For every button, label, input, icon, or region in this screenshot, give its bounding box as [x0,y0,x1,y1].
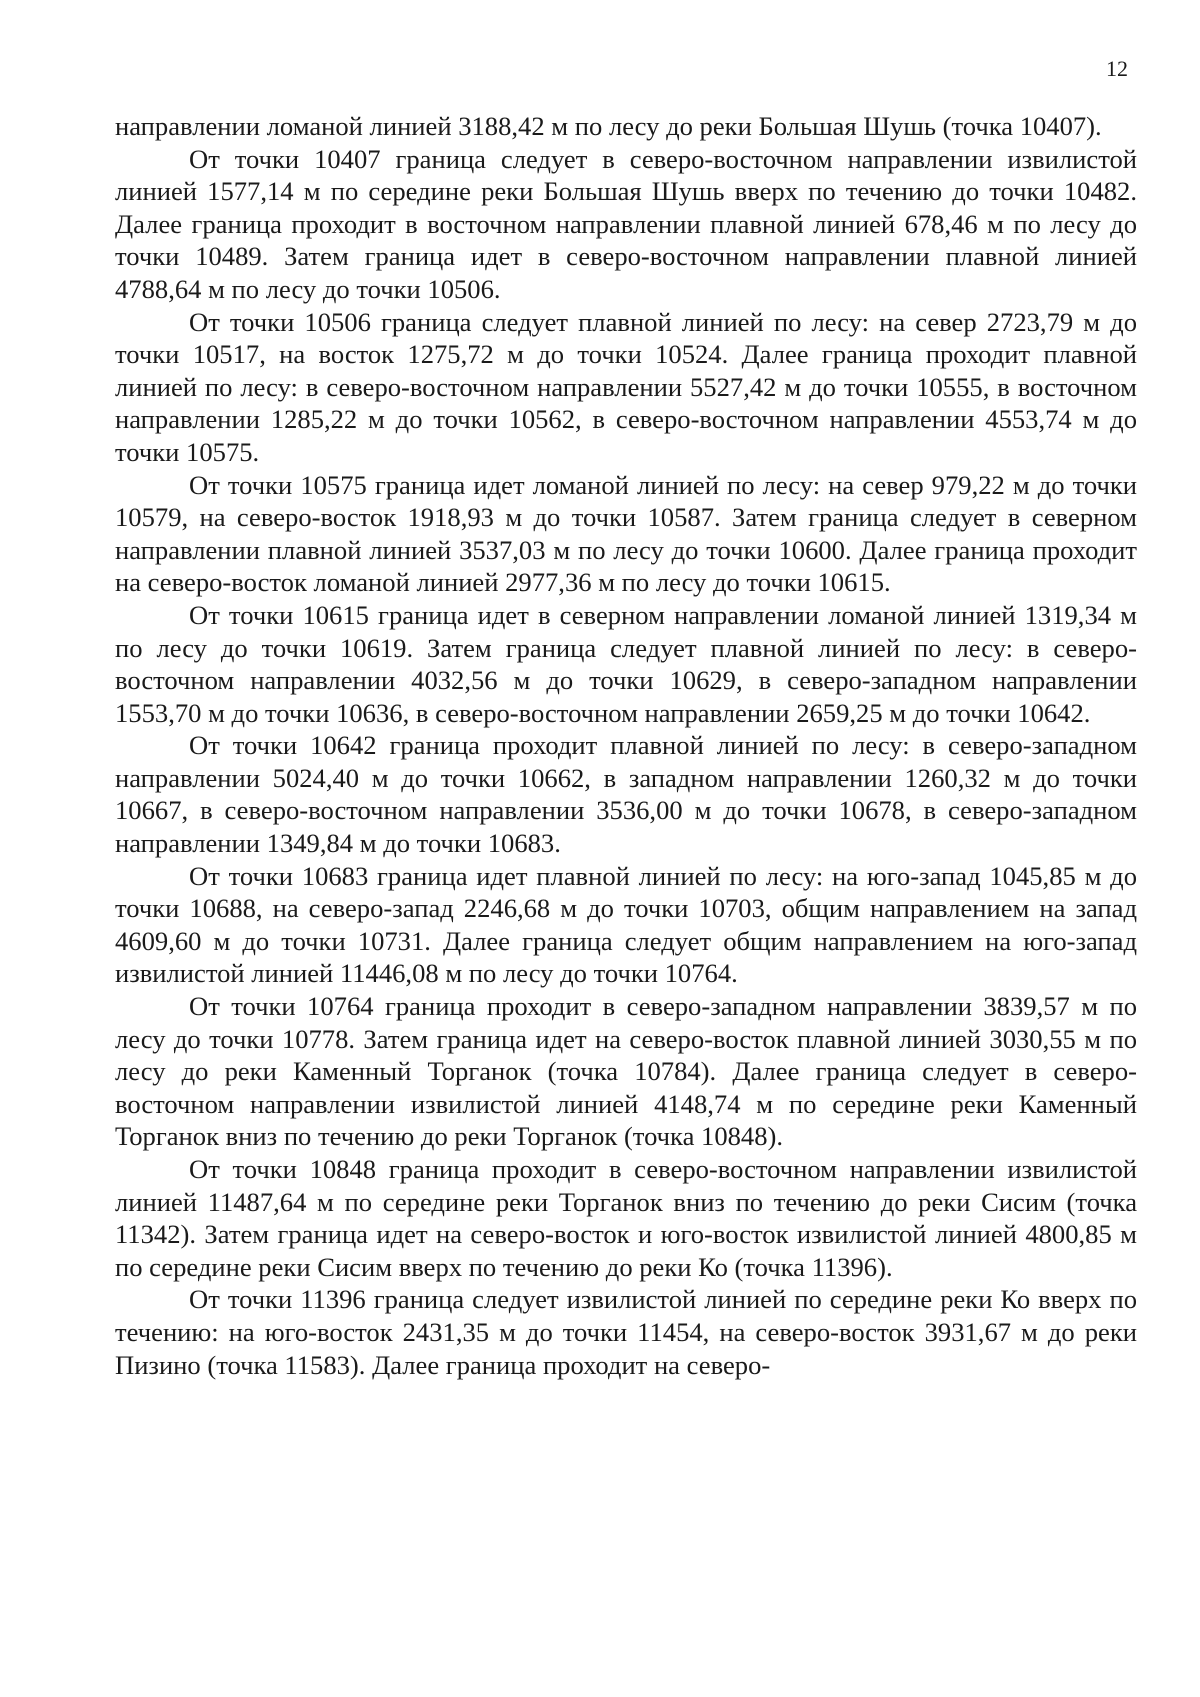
paragraph-point-10506: От точки 10506 граница следует плавной линией по лесу: на север 2723,79 м до точки 10517, на восток 1275,72 м до точки 10524. Далее граница проходит плавной линией по лесу: в северо-восточном направлении 5527,42 м до точки 10555, в восточном направлении 1285,22 м до точки 10562, в северо-восточном направлении 4553,74 м до точки 10575. [115,306,1137,467]
document-body [115,110,1137,1381]
page-number: 12 [1106,56,1128,81]
paragraph-point-10683: От точки 10683 граница идет плавной линией по лесу: на юго-запад 1045,85 м до точки 10688, на северо-запад 2246,68 м до точки 10703, общим направлением на запад 4609,60 м до точки 10731. Далее граница следует общим направлением на юго-запад извилистой линией 11446,08 м по лесу до точки 10764. [115,860,1137,989]
paragraph-point-10407: От точки 10407 граница следует в северо-восточном направлении извилистой линией 1577,14 м по середине реки Большая Шушь вверх по течению до точки 10482. Далее граница проходит в восточном направлении плавной линией 678,46 м по лесу до точки 10489. Затем граница идет в северо-восточном направлении плавной линией 4788,64 м по лесу до точки 10506. [115,143,1137,304]
paragraph-continuation: направлении ломаной линией 3188,42 м по лесу до реки Большая Шушь (точка 10407). [115,111,1102,141]
paragraph-point-10615: От точки 10615 граница идет в северном направлении ломаной линией 1319,34 м по лесу до точки 10619. Затем граница следует плавной линией по лесу: в северо-восточном направлении 4032,56 м до точки 10629, в северо-западном направлении 1553,70 м до точки 10636, в северо-восточном направлении 2659,25 м до точки 10642. [115,599,1137,728]
paragraph-point-10642: От точки 10642 граница проходит плавной линией по лесу: в северо-западном направлении 5024,40 м до точки 10662, в западном направлении 1260,32 м до точки 10667, в северо-восточном направлении 3536,00 м до точки 10678, в северо-западном направлении 1349,84 м до точки 10683. [115,730,1137,859]
paragraph-point-10764: От точки 10764 граница проходит в северо-западном направлении 3839,57 м по лесу до точки 10778. Затем граница идет на северо-восток плавной линией 3030,55 м по лесу до реки Каменный Торганок (точка 10784). Далее граница следует в северо-восточном направлении извилистой линией 4148,74 м по середине реки Каменный Торганок вниз по течению до реки Торганок (точка 10848). [115,991,1137,1152]
paragraph-point-10575: От точки 10575 граница идет ломаной линией по лесу: на север 979,22 м до точки 10579, на северо-восток 1918,93 м до точки 10587. Затем граница следует в северном направлении плавной линией 3537,03 м по лесу до точки 10600. Далее граница проходит на северо-восток ломаной линией 2977,36 м по лесу до точки 10615. [115,469,1137,598]
paragraph-point-11396: От точки 11396 граница следует извилистой линией по середине реки Ко вверх по течению: на юго-восток 2431,35 м до точки 11454, на северо-восток 3931,67 м до реки Пизино (точка 11583). Далее граница проходит на северо- [115,1284,1137,1380]
paragraph-point-10848: От точки 10848 граница проходит в северо-восточном направлении извилистой линией 11487,64 м по середине реки Торганок вниз по течению до реки Сисим (точка 11342). Затем граница идет на северо-восток и юго-восток извилистой линией 4800,85 м по середине реки Сисим вверх по течению до реки Ко (точка 11396). [115,1154,1137,1282]
